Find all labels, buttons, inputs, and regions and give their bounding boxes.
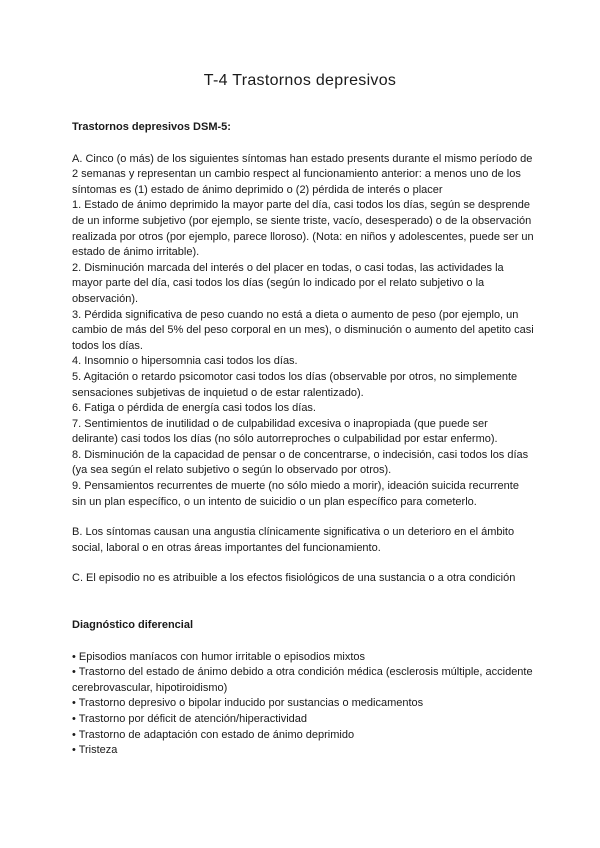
differential-list [72,650,534,759]
section-heading-dsm5: Trastornos depresivos DSM-5: [72,121,231,133]
criterion-a-intro: A. Cinco (o más) de los siguientes síntomas han estado presents durante el mismo período de 2 semanas y representan un cambio respect al funcionamiento anterior: a menos uno de los síntomas es (1) estado de ánimo deprimido o (2) pérdida de interés o placer [72,152,533,196]
list-item: 6. Fatiga o pérdida de energía casi todos los días. [72,402,316,415]
list-item: • Trastorno del estado de ánimo debido a otra condición médica (esclerosis múltiple, accidente cerebrovascular, hipotiroidismo) [72,666,533,694]
criterion-c: C. El episodio no es atribuible a los efectos fisiológicos de una sustancia o a otra condición [72,572,516,585]
list-item: 8. Disminución de la capacidad de pensar o de concentrarse, o indecisión, casi todos los días (ya sea según el relato subjetivo o según lo observado por otros). [72,448,529,477]
list-item: 5. Agitación o retardo psicomotor casi todos los días (observable por otros, no simplemente sensaciones subjetivas de inquietud o de estar ralentizado). [72,370,518,399]
list-item: 4. Insomnio o hipersomnia casi todos los días. [72,355,298,368]
list-item: • Trastorno depresivo o bipolar inducido por sustancias o medicamentos [72,697,424,710]
section-heading-diagnostico: Diagnóstico diferencial [72,619,194,632]
list-item: • Trastorno por déficit de atención/hiperactividad [72,713,307,725]
document-body [72,120,534,759]
criterion-a-list [72,198,534,510]
criterion-b: B. Los síntomas causan una angustia clínicamente significativa o un deterioro en el ámbito social, laboral o en otras áreas importantes del funcionamiento. [72,526,515,554]
list-item: 3. Pérdida significativa de peso cuando no está a dieta o aumento de peso (por ejemplo, un cambio de más del 5% del peso corporal en un mes), o disminución o aumento del apetito casi todos los días. [72,308,534,352]
list-item: • Episodios maníacos con humor irritable o episodios mixtos [72,650,366,663]
list-item: • Tristeza [72,744,118,757]
list-item: 7. Sentimientos de inutilidad o de culpabilidad excesiva o inapropiada (que puede ser delirante) casi todos los días (no sólo autorreproches o culpabilidad por estar enfermo). [72,417,498,446]
list-item: 2. Disminución marcada del interés o del placer en todas, o casi todas, las actividades la mayor parte del día, casi todos los días (según lo indicado por el relato subjetivo o la observación). [72,261,504,305]
page-title: T-4 Trastornos depresivos [203,72,397,89]
list-item: 1. Estado de ánimo deprimido la mayor parte del día, casi todos los días, según se desprende de un informe subjetivo (por ejemplo, se siente triste, vacío, desesperado) o de la observación realizada por otros (por ejemplo, parece lloroso). (Nota: en niños y adolescentes, puede ser un estado de ánimo irritable). [72,199,534,259]
list-item: • Trastorno de adaptación con estado de ánimo deprimido [72,728,355,741]
list-item: 9. Pensamientos recurrentes de muerte (no sólo miedo a morir), ideación suicida recurrente sin un plan específico, o un intento de suicidio o un plan específico para cometerlo. [72,480,519,508]
